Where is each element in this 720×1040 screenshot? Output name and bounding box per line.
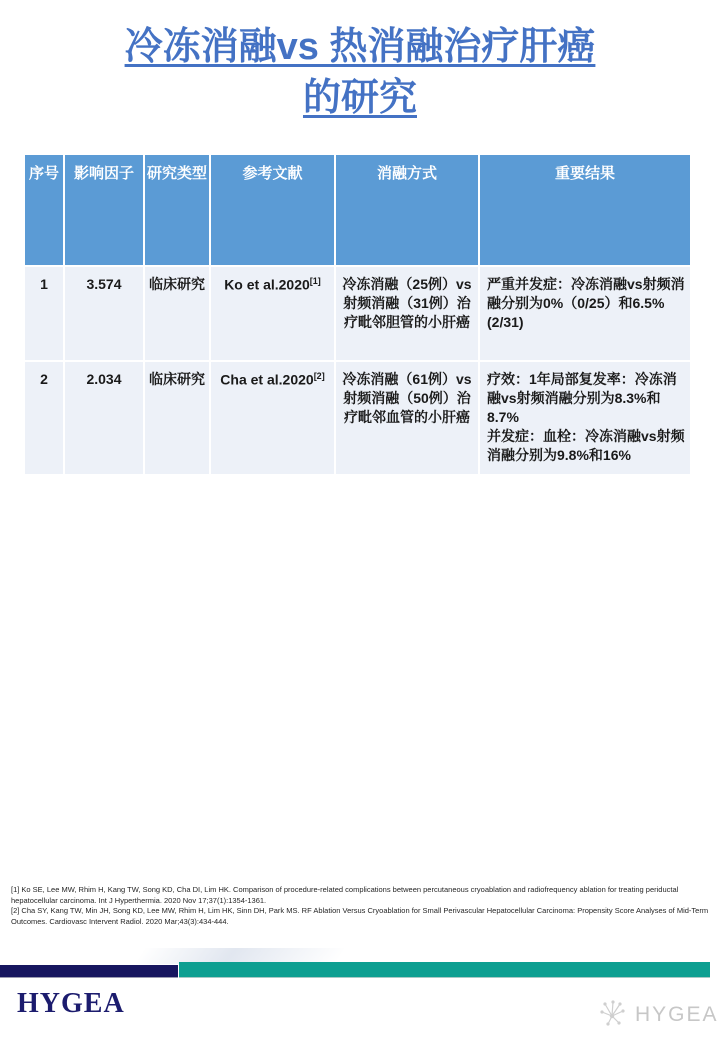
cell-impact-factor: 2.034: [65, 362, 143, 474]
table-row: [25, 362, 690, 474]
reference-text: Cha et al.2020: [220, 371, 314, 388]
reference-superscript: [1]: [309, 276, 321, 286]
studies-table: [23, 153, 692, 476]
key-result-line: 并发症：血栓：冷冻消融vs射频消融分别为9.8%和16%: [487, 427, 685, 463]
navy-bar-segment: [0, 965, 178, 978]
footnote-2: [2] Cha SY, Kang TW, Min JH, Song KD, Lee MW, Rhim H, Lim HK, Sinn DH, Park MS. RF Ablation Versus Cryoablation for Small Perivascular Hepatocellular Carcinoma: Propensity Score Analyses of Mid-Term Outcomes. Cardiovasc Intervent Radiol. 2020 Mar;43(3):434-444.: [11, 906, 709, 926]
cell-ablation-method: 冷冻消融（61例）vs 射频消融（50例）治疗毗邻血管的小肝癌: [336, 362, 478, 474]
cell-impact-factor: 3.574: [65, 267, 143, 360]
col-header-key-results: 重要结果: [480, 155, 690, 265]
watermark-text: HYGEA: [635, 1002, 719, 1026]
teal-bar-segment: [179, 962, 710, 978]
col-header-reference: 参考文献: [211, 155, 334, 265]
hygea-logo: HYGEA: [17, 988, 125, 1019]
reference-superscript: [2]: [313, 371, 325, 381]
hygea-watermark: [598, 996, 719, 1033]
col-header-impact-factor: 影响因子: [65, 155, 143, 265]
col-header-no: 序号: [25, 155, 63, 265]
cell-no: 2: [25, 362, 63, 474]
cell-reference: [211, 267, 334, 360]
col-header-ablation-method: 消融方式: [336, 155, 478, 265]
col-header-study-type: 研究类型: [145, 155, 209, 265]
cell-study-type: 临床研究: [145, 362, 209, 474]
cell-study-type: 临床研究: [145, 267, 209, 360]
slide-title: [0, 22, 720, 125]
cell-key-results: [480, 267, 690, 360]
cell-ablation-method: 冷冻消融（25例）vs 射频消融（31例）治疗毗邻胆管的小肝癌: [336, 267, 478, 360]
cell-reference: [211, 362, 334, 474]
title-line-2: 的研究: [302, 77, 417, 120]
reference-text: Ko et al.2020: [224, 276, 310, 293]
dandelion-icon: [598, 996, 628, 1033]
footnote-references: [11, 885, 711, 927]
table-header-row: [25, 155, 690, 265]
cell-no: 1: [25, 267, 63, 360]
bottom-bar: [0, 962, 710, 977]
footnote-1: [1] Ko SE, Lee MW, Rhim H, Kang TW, Song KD, Cha DI, Lim HK. Comparison of procedure-related complications between percutaneous cryoablation and radiofrequency ablation for treating periductal hepatocellular carcinoma. Int J Hyperthermia. 2020 Nov 17;37(1):1354-1361.: [11, 885, 679, 905]
title-line-1: 冷冻消融vs 热消融治疗肝癌: [124, 26, 596, 68]
table-row: [25, 267, 690, 360]
key-result-line: 疗效：1年局部复发率：冷冻消融vs射频消融分别为8.3%和8.7%: [487, 371, 677, 425]
cell-key-results: [480, 362, 690, 474]
key-result-line: 严重并发症：冷冻消融vs射频消融分别为0%（0/25）和6.5%(2/31): [487, 276, 685, 330]
